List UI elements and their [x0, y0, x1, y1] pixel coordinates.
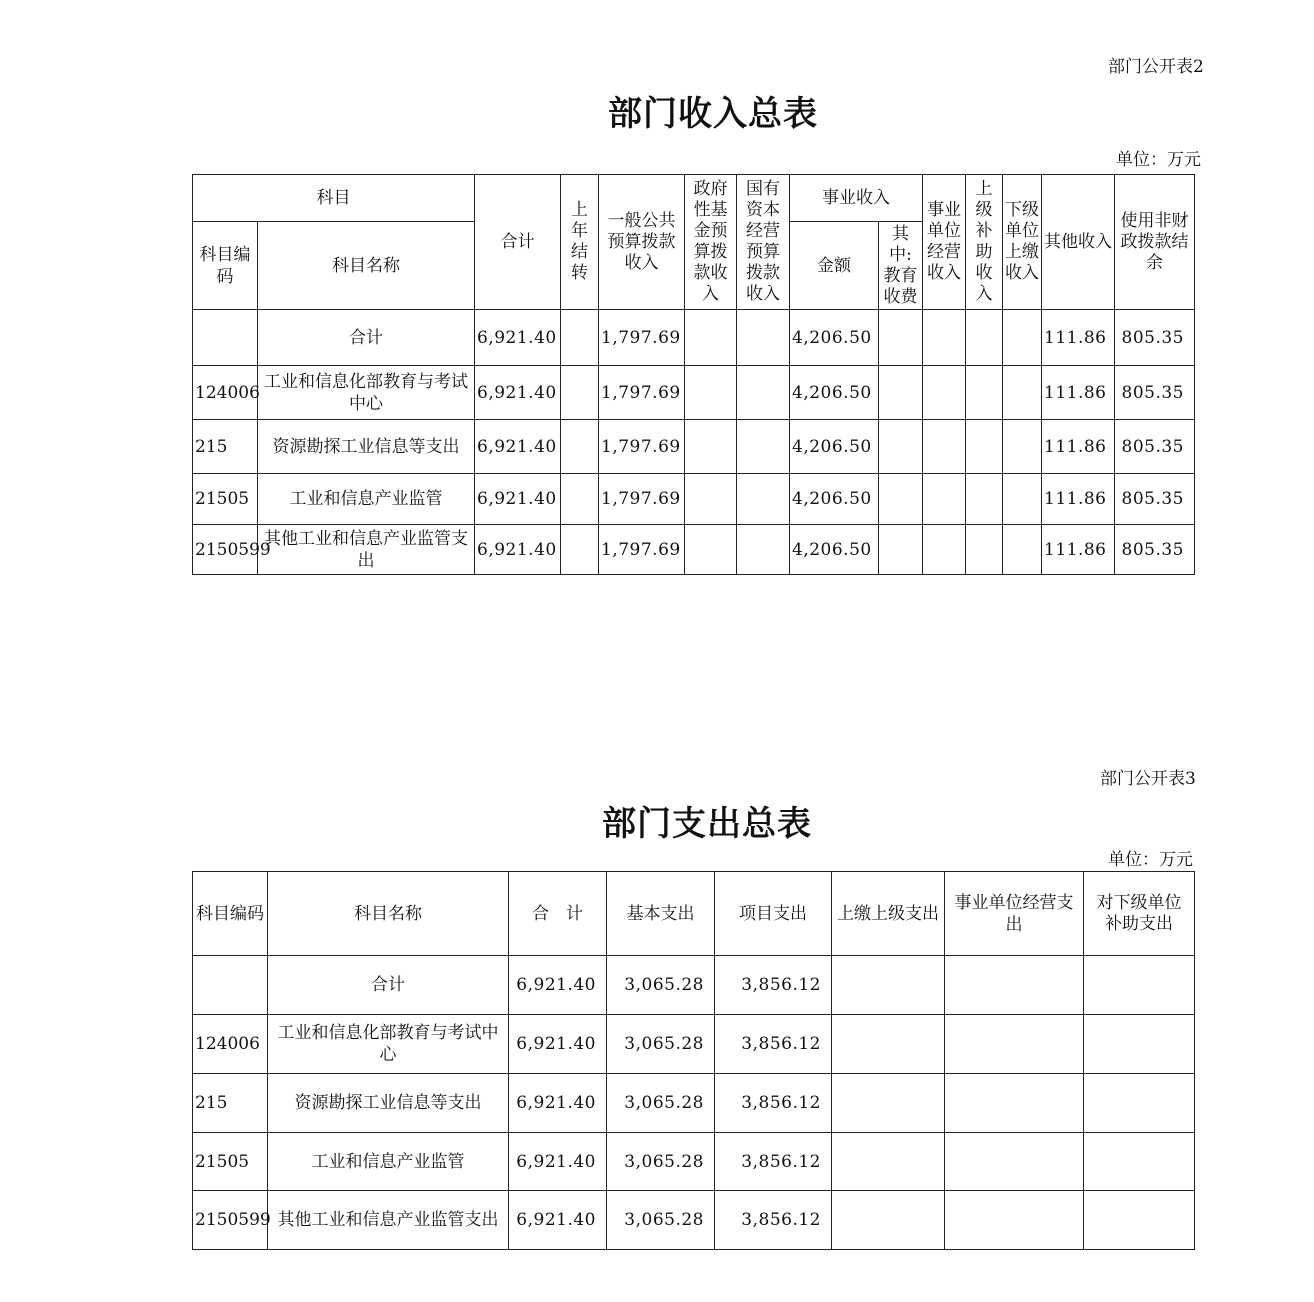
header-edu-fee: 其中:教育收费 — [879, 222, 923, 310]
cell-total: 6,921.40 — [475, 420, 561, 474]
cell-total: 6,921.40 — [509, 1191, 607, 1250]
table-row — [193, 525, 1195, 575]
cell-amount: 4,206.50 — [790, 525, 879, 575]
expenditure-table-title: 部门支出总表 — [602, 804, 812, 844]
header-gov-fund: 政府性基金预算拨款收入 — [685, 175, 737, 310]
cell-code: 124006 — [193, 366, 258, 420]
header-subordinate-income: 下级单位上缴收入 — [1003, 175, 1042, 310]
header-operating: 事业单位经营支出 — [945, 872, 1084, 956]
table-row — [193, 1015, 1195, 1074]
cell-name: 工业和信息产业监管 — [268, 1133, 509, 1191]
cell-subsidy — [1084, 1015, 1195, 1074]
cell-subsidy — [1084, 1191, 1195, 1250]
cell-amount: 4,206.50 — [790, 474, 879, 525]
income-unit-label: 单位：万元 — [1116, 150, 1201, 170]
header-code: 科目编码 — [193, 872, 268, 956]
cell-general: 1,797.69 — [599, 525, 685, 575]
cell-subordinate — [1003, 310, 1042, 366]
cell-name: 资源勘探工业信息等支出 — [258, 420, 475, 474]
cell-name: 工业和信息化部教育与考试中心 — [268, 1015, 509, 1074]
cell-name: 其他工业和信息产业监管支出 — [258, 525, 475, 575]
header-basic: 基本支出 — [607, 872, 715, 956]
income-table-number: 部门公开表2 — [1108, 57, 1204, 77]
cell-carryover — [561, 474, 599, 525]
expenditure-table — [192, 871, 1195, 1250]
cell-remit — [832, 1074, 945, 1133]
cell-total: 6,921.40 — [475, 366, 561, 420]
header-subsidy-subordinate: 对下级单位补助支出 — [1084, 872, 1195, 956]
cell-total: 6,921.40 — [509, 1015, 607, 1074]
table-row — [193, 1191, 1195, 1250]
cell-carryover — [561, 310, 599, 366]
cell-subordinate — [1003, 366, 1042, 420]
header-subject: 科目 — [193, 175, 475, 222]
income-table — [192, 174, 1195, 575]
cell-balance: 805.35 — [1115, 366, 1195, 420]
cell-subsidy — [1084, 956, 1195, 1015]
cell-total: 6,921.40 — [475, 310, 561, 366]
cell-superior — [966, 420, 1003, 474]
header-general-budget: 一般公共预算拨款收入 — [599, 175, 685, 310]
cell-state_capital — [737, 474, 790, 525]
cell-name: 工业和信息产业监管 — [258, 474, 475, 525]
cell-edu_fee — [879, 420, 923, 474]
cell-code: 124006 — [193, 1015, 268, 1074]
cell-operating — [945, 1133, 1084, 1191]
cell-general: 1,797.69 — [599, 474, 685, 525]
cell-edu_fee — [879, 474, 923, 525]
header-superior-subsidy: 上级补助收入 — [966, 175, 1003, 310]
cell-subordinate — [1003, 474, 1042, 525]
header-remit-superior: 上缴上级支出 — [832, 872, 945, 956]
header-amount: 金额 — [790, 222, 879, 310]
cell-operating — [923, 420, 966, 474]
cell-general: 1,797.69 — [599, 366, 685, 420]
cell-carryover — [561, 525, 599, 575]
cell-edu_fee — [879, 310, 923, 366]
cell-general: 1,797.69 — [599, 420, 685, 474]
table-row — [193, 956, 1195, 1015]
cell-subsidy — [1084, 1074, 1195, 1133]
header-operating-income: 事业单位经营收入 — [923, 175, 966, 310]
table-row — [193, 420, 1195, 474]
cell-subordinate — [1003, 525, 1042, 575]
header-code: 科目编码 — [193, 222, 258, 310]
cell-total: 6,921.40 — [509, 1074, 607, 1133]
header-business-income: 事业收入 — [790, 175, 923, 222]
table-row — [193, 1133, 1195, 1191]
cell-state_capital — [737, 420, 790, 474]
cell-basic: 3,065.28 — [607, 956, 715, 1015]
cell-edu_fee — [879, 366, 923, 420]
cell-remit — [832, 1015, 945, 1074]
income-table-title: 部门收入总表 — [608, 94, 818, 134]
cell-project: 3,856.12 — [715, 956, 832, 1015]
header-carryover: 上年结转 — [561, 175, 599, 310]
cell-state_capital — [737, 366, 790, 420]
cell-superior — [966, 474, 1003, 525]
cell-operating — [923, 310, 966, 366]
cell-basic: 3,065.28 — [607, 1015, 715, 1074]
cell-total: 6,921.40 — [509, 1133, 607, 1191]
cell-name: 资源勘探工业信息等支出 — [268, 1074, 509, 1133]
cell-other: 111.86 — [1042, 474, 1115, 525]
expenditure-table-number: 部门公开表3 — [1100, 769, 1196, 789]
cell-name: 工业和信息化部教育与考试中心 — [258, 366, 475, 420]
table-row — [193, 310, 1195, 366]
cell-amount: 4,206.50 — [790, 310, 879, 366]
cell-code: 215 — [193, 420, 258, 474]
cell-basic: 3,065.28 — [607, 1191, 715, 1250]
cell-operating — [945, 1074, 1084, 1133]
cell-project: 3,856.12 — [715, 1074, 832, 1133]
cell-code — [193, 956, 268, 1015]
cell-balance: 805.35 — [1115, 474, 1195, 525]
cell-code: 2150599 — [193, 525, 258, 575]
table-row — [193, 366, 1195, 420]
cell-amount: 4,206.50 — [790, 366, 879, 420]
cell-code: 2150599 — [193, 1191, 268, 1250]
cell-balance: 805.35 — [1115, 525, 1195, 575]
cell-state_capital — [737, 525, 790, 575]
cell-other: 111.86 — [1042, 525, 1115, 575]
cell-basic: 3,065.28 — [607, 1074, 715, 1133]
header-name: 科目名称 — [258, 222, 475, 310]
cell-project: 3,856.12 — [715, 1133, 832, 1191]
cell-balance: 805.35 — [1115, 420, 1195, 474]
cell-other: 111.86 — [1042, 310, 1115, 366]
cell-operating — [923, 525, 966, 575]
table-row — [193, 1074, 1195, 1133]
cell-operating — [945, 956, 1084, 1015]
cell-other: 111.86 — [1042, 420, 1115, 474]
cell-gov_fund — [685, 366, 737, 420]
cell-general: 1,797.69 — [599, 310, 685, 366]
header-total: 合 计 — [509, 872, 607, 956]
cell-project: 3,856.12 — [715, 1015, 832, 1074]
cell-code — [193, 310, 258, 366]
cell-total: 6,921.40 — [509, 956, 607, 1015]
cell-operating — [923, 366, 966, 420]
cell-superior — [966, 366, 1003, 420]
cell-subordinate — [1003, 420, 1042, 474]
cell-name: 合计 — [268, 956, 509, 1015]
cell-gov_fund — [685, 474, 737, 525]
cell-carryover — [561, 420, 599, 474]
cell-project: 3,856.12 — [715, 1191, 832, 1250]
cell-total: 6,921.40 — [475, 474, 561, 525]
cell-balance: 805.35 — [1115, 310, 1195, 366]
header-total: 合计 — [475, 175, 561, 310]
header-other-income: 其他收入 — [1042, 175, 1115, 310]
cell-gov_fund — [685, 420, 737, 474]
cell-gov_fund — [685, 525, 737, 575]
cell-superior — [966, 310, 1003, 366]
header-state-capital: 国有资本经营预算拨款收入 — [737, 175, 790, 310]
expenditure-unit-label: 单位：万元 — [1108, 850, 1193, 870]
cell-remit — [832, 1133, 945, 1191]
cell-superior — [966, 525, 1003, 575]
cell-operating — [945, 1191, 1084, 1250]
cell-amount: 4,206.50 — [790, 420, 879, 474]
cell-name: 其他工业和信息产业监管支出 — [268, 1191, 509, 1250]
cell-other: 111.86 — [1042, 366, 1115, 420]
cell-name: 合计 — [258, 310, 475, 366]
cell-code: 21505 — [193, 474, 258, 525]
header-name: 科目名称 — [268, 872, 509, 956]
cell-edu_fee — [879, 525, 923, 575]
cell-gov_fund — [685, 310, 737, 366]
cell-operating — [945, 1015, 1084, 1074]
cell-basic: 3,065.28 — [607, 1133, 715, 1191]
header-project: 项目支出 — [715, 872, 832, 956]
cell-code: 215 — [193, 1074, 268, 1133]
cell-state_capital — [737, 310, 790, 366]
header-non-fiscal-balance: 使用非财政拨款结余 — [1115, 175, 1195, 310]
cell-remit — [832, 1191, 945, 1250]
cell-code: 21505 — [193, 1133, 268, 1191]
cell-total: 6,921.40 — [475, 525, 561, 575]
cell-subsidy — [1084, 1133, 1195, 1191]
table-row — [193, 474, 1195, 525]
cell-carryover — [561, 366, 599, 420]
cell-remit — [832, 956, 945, 1015]
cell-operating — [923, 474, 966, 525]
